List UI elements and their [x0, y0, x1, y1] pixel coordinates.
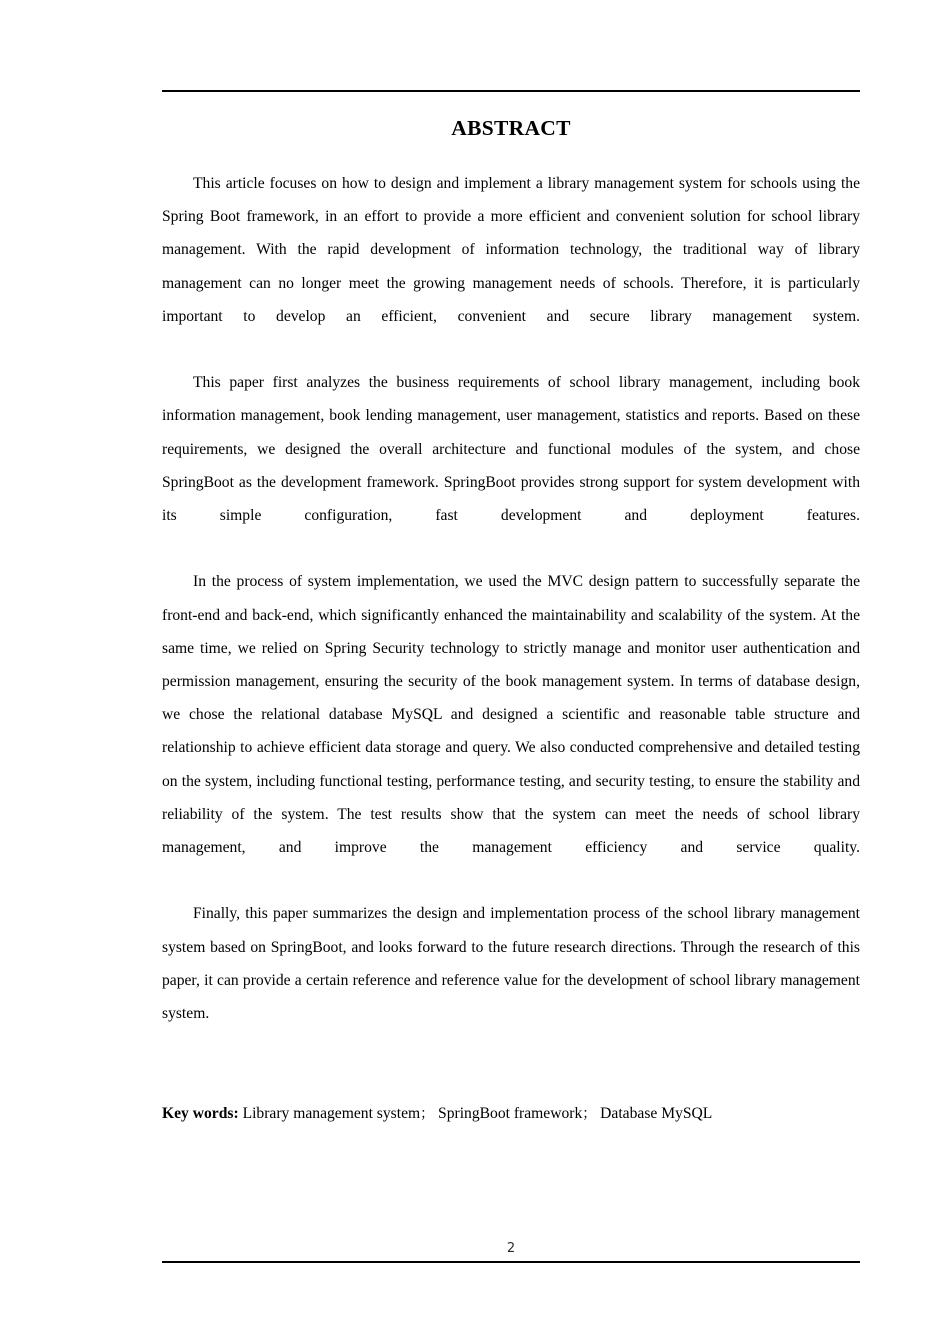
page-title: ABSTRACT — [451, 116, 571, 140]
abstract-body — [162, 167, 860, 1131]
abstract-paragraph-3: In the process of system implementation, we used the MVC design pattern to successfully separate the front-end and back-end, which significantly enhanced the maintainability and scalability of the system. At the same time, we relied on Spring Security technology to strictly manage and monitor user authentication and permission management, ensuring the security of the book management system. In terms of database design, we chose the relational database MySQL and designed a scientific and reasonable table structure and relationship to achieve efficient data storage and query. We also conducted comprehensive and detailed testing on the system, including functional testing, performance testing, and security testing, to ensure the stability and reliability of the system. The test results show that the system can meet the needs of school library management, and improve the management efficiency and service quality. — [162, 573, 860, 857]
keyword-separator: ； — [582, 1105, 597, 1122]
header-rule — [162, 90, 860, 92]
page-number: 2 — [506, 1241, 516, 1256]
keywords-spacer — [162, 1063, 860, 1096]
abstract-paragraph-1: This article focuses on how to design and implement a library management system for schools using the Spring Boot framework, in an effort to provide a more efficient and convenient solution for school library management. With the rapid development of information technology, the traditional way of library management can no longer meet the growing management needs of schools. Therefore, it is particularly important to develop an efficient, convenient and secure library management system. — [162, 175, 860, 325]
abstract-paragraph-4: Finally, this paper summarizes the design and implementation process of the school library management system based on SpringBoot, and looks forward to the future research directions. Through the research of this paper, it can provide a certain reference and reference value for the development of school library management system. — [162, 905, 860, 1023]
keywords-line — [162, 1097, 860, 1131]
keywords-values: Library management system； SpringBoot framework； Database MySQL — [242, 1104, 713, 1122]
footer-rule — [162, 1261, 860, 1263]
keywords-label: Key words: — [162, 1104, 239, 1122]
keyword-separator: ； — [420, 1105, 435, 1122]
abstract-paragraph-2: This paper first analyzes the business requirements of school library management, including book information management, book lending management, user management, statistics and reports. Based on these requirements, we designed the overall architecture and functional modules of the system, and chose SpringBoot as the development framework. SpringBoot provides strong support for system development with its simple configuration, fast development and deployment features. — [162, 374, 860, 525]
